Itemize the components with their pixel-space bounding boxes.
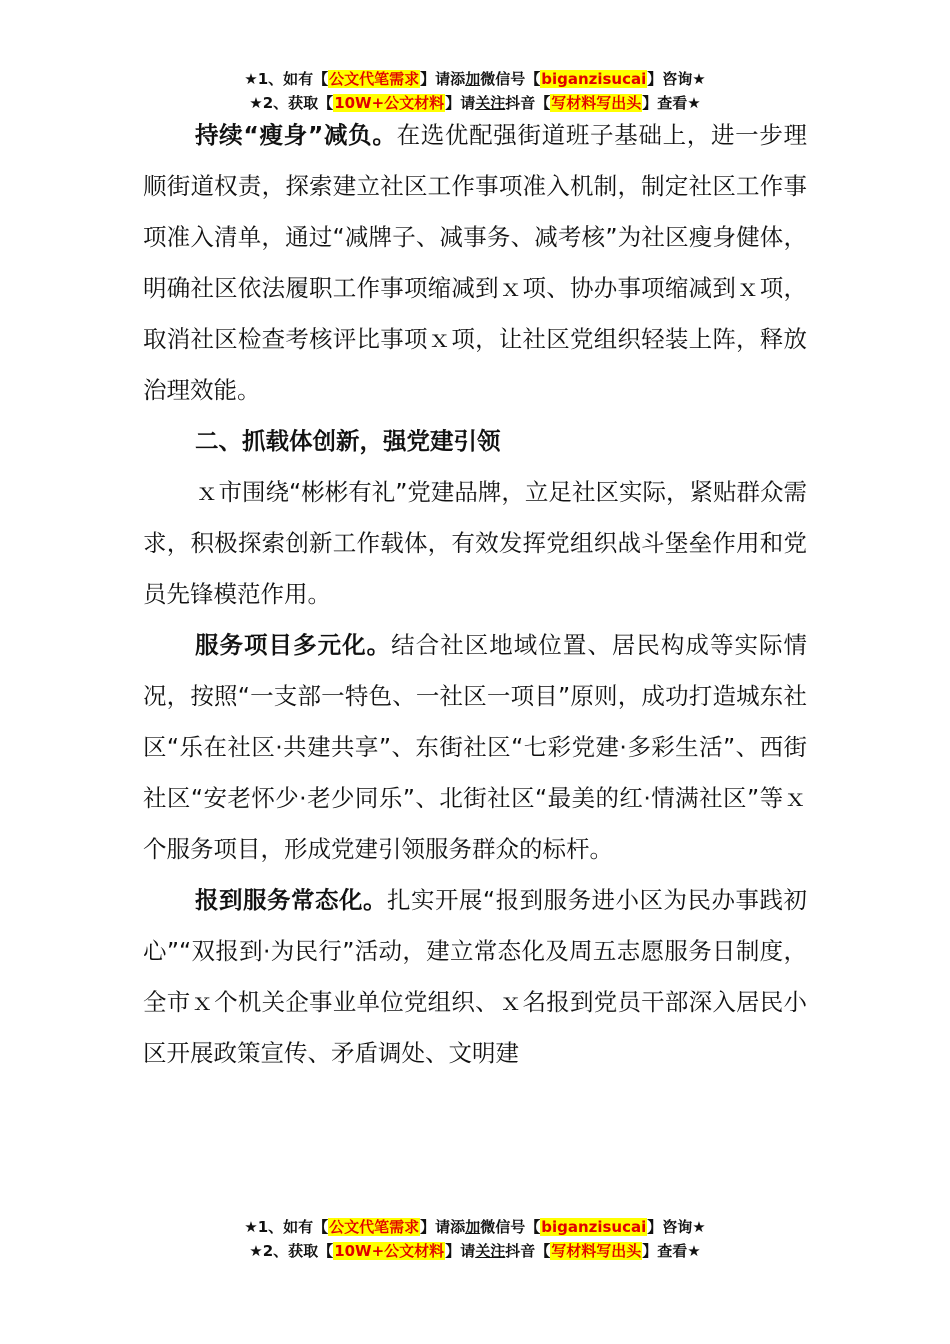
paragraph-lead: 报到服务常态化。: [195, 886, 387, 914]
footer-banner: [0, 1215, 950, 1263]
paragraph-text: 结合社区地域位置、居民构成等实际情况，按照“一支部一特色、一社区一项目”原则，成功打造城东社区“乐在社区·共建共享”、东街社区“七彩党建·多彩生活”、西街社区“安老怀少·老少同乐”、北街社区“最美的红·情满社区”等ｘ个服务项目，形成党建引领服务群众的标杆。: [143, 631, 808, 863]
banner-text: 关注: [475, 1242, 506, 1260]
highlight-douyin: 写材料写出头: [551, 94, 642, 112]
banner-line-1: [0, 1215, 950, 1239]
banner-line-1: [0, 67, 950, 91]
banner-text: 】请添: [420, 70, 466, 88]
highlight-wechat-id: biganzisucai: [541, 70, 647, 88]
banner-text: 加: [465, 70, 481, 88]
paragraph-text: 在选优配强街道班子基础上，进一步理顺街道权责，探索建立社区工作事项准入机制，制定社区工作事项准入清单，通过“减牌子、减事务、减考核”为社区瘦身健体，明确社区依法履职工作事项缩减到ｘ项、协办事项缩减到ｘ项，取消社区检查考核评比事项ｘ项，让社区党组织轻装上阵，释放治理效能。: [143, 121, 808, 404]
banner-text: 】查看★: [642, 94, 701, 112]
banner-text: 】咨询★: [647, 70, 706, 88]
banner-text: 抖音【: [505, 1242, 551, 1260]
paragraph-text: ｘ市围绕“彬彬有礼”党建品牌，立足社区实际，紧贴群众需求，积极探索创新工作载体，有效发挥党组织战斗堡垒作用和党员先锋模范作用。: [143, 478, 807, 608]
banner-text: 】查看★: [642, 1242, 701, 1260]
highlight-materials: 10W+公文材料: [334, 1242, 445, 1260]
header-banner: [0, 67, 950, 115]
section-heading: 二、抓载体创新，强党建引领: [195, 427, 501, 455]
banner-text: 加: [465, 1218, 481, 1236]
banner-text: 】咨询★: [647, 1218, 706, 1236]
highlight-materials: 10W+公文材料: [334, 94, 445, 112]
banner-line-2: [0, 1239, 950, 1263]
banner-text: 】请添: [420, 1218, 466, 1236]
highlight-service: 公文代笔需求: [329, 1218, 420, 1236]
highlight-douyin: 写材料写出头: [551, 1242, 642, 1260]
banner-text: ★1、如有【: [244, 1218, 329, 1236]
banner-text: 关注: [475, 94, 506, 112]
banner-text: 抖音【: [505, 94, 551, 112]
paragraph-intro: [143, 467, 807, 620]
paragraph-lead: 持续“瘦身”减负。: [195, 121, 397, 149]
banner-text: 微信号【: [480, 70, 541, 88]
banner-text: 】请: [445, 1242, 476, 1260]
banner-text: ★1、如有【: [244, 70, 329, 88]
paragraph-service-projects: [143, 620, 807, 875]
paragraph-lead: 服务项目多元化。: [195, 631, 392, 659]
banner-text: ★2、获取【: [249, 94, 334, 112]
paragraph-slimming: [143, 110, 807, 416]
document-body: [143, 110, 807, 1079]
highlight-service: 公文代笔需求: [329, 70, 420, 88]
paragraph-text: 扎实开展“报到服务进小区为民办事践初心”“双报到·为民行”活动，建立常态化及周五志愿服务日制度，全市ｘ个机关企事业单位党组织、ｘ名报到党员干部深入居民小区开展政策宣传、矛盾调处、文明建: [143, 886, 807, 1067]
highlight-wechat-id: biganzisucai: [541, 1218, 647, 1236]
paragraph-report-service: [143, 875, 807, 1079]
banner-text: 微信号【: [480, 1218, 541, 1236]
banner-text: 】请: [445, 94, 476, 112]
banner-text: ★2、获取【: [249, 1242, 334, 1260]
